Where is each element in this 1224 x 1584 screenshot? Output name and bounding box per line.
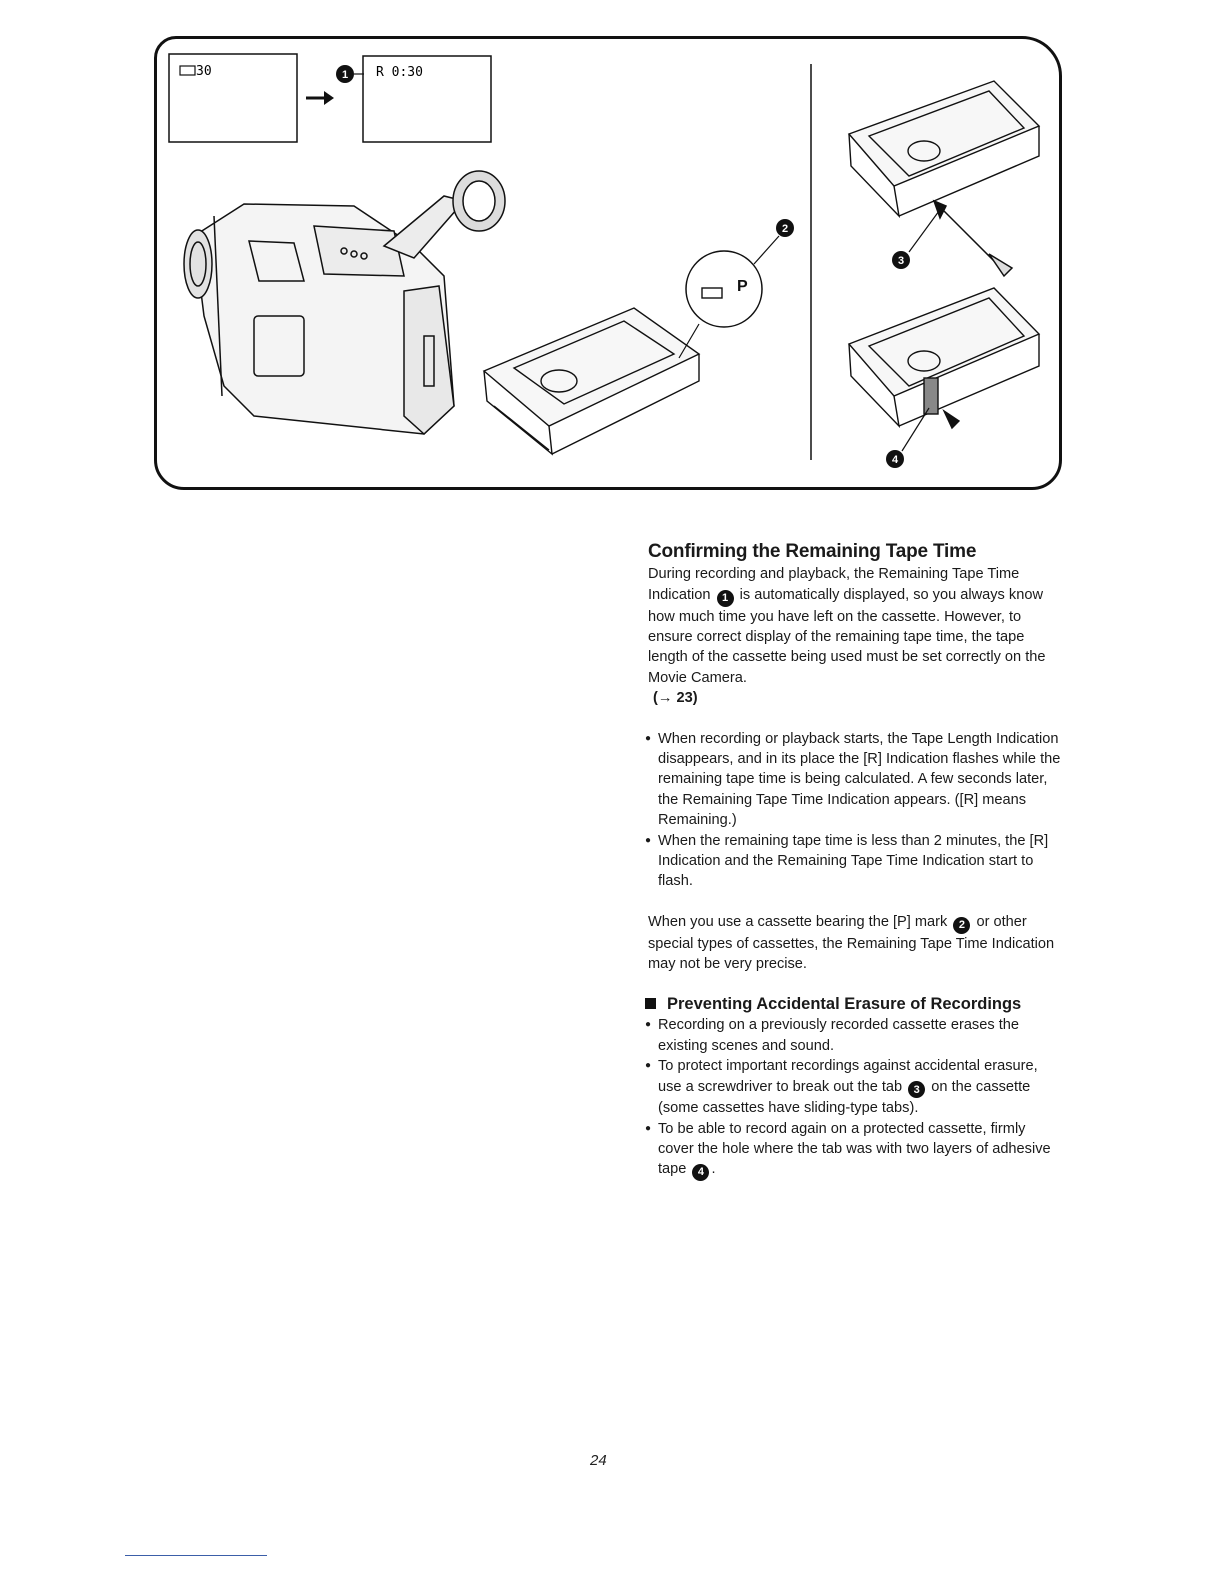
list-item: ● When recording or playback starts, the Tape Length Indication disappears, and in its place the [R] Indication flashes while the remaining tape time is being calculated. A few seconds later, the Remaining Tape Time Indication appears. ([R] means Remaining.) [645, 729, 1063, 831]
subsection-title: Preventing Accidental Erasure of Recordings [643, 994, 1063, 1015]
intro-paragraph: During recording and playback, the Remaining Tape Time Indication 1 is automatically displayed, so you always know how much time you have left on the cassette. However, to ensure correct display of the remaining tape time, the tape length of the cassette being used must be set correctly on the Movie Camera. (→ 23) [648, 564, 1063, 708]
cassette-taped [849, 288, 1039, 428]
adhesive-tape-patch [924, 378, 938, 414]
list-item: ● When the remaining tape time is less than 2 minutes, the [R] Indication and the Remaining Tape Time Indication start to flash. [645, 831, 1063, 892]
callout-3-marker-icon: 3 [908, 1081, 925, 1098]
callout-1-marker-icon: 1 [717, 590, 734, 607]
callout-4-marker-icon: 4 [692, 1164, 709, 1181]
list-item: ● Recording on a previously recorded cassette erases the existing scenes and sound. [645, 1015, 1063, 1056]
text-column [643, 542, 1063, 1181]
list-item: ● To be able to record again on a protected cassette, firmly cover the hole where the tab was with two layers of adhesive tape 4 . [645, 1119, 1063, 1182]
square-bullet-icon [645, 998, 656, 1009]
lcd-display-after [363, 56, 491, 142]
p-mark-note: When you use a cassette bearing the [P] mark 2 or other special types of cassettes, the Remaining Tape Time Indication may not be very precise. [648, 913, 1055, 972]
erasure-bullets [643, 1015, 1063, 1181]
screwdriver-drawing [934, 201, 1012, 276]
section-title: Confirming the Remaining Tape Time [648, 541, 977, 562]
arrow-icon [306, 91, 334, 105]
tape-icon [180, 66, 195, 75]
callout-3-icon [892, 211, 939, 269]
tape-time-bullets [643, 729, 1063, 892]
page-number: 24 [590, 1452, 607, 1469]
svg-text:3: 3 [897, 255, 905, 267]
camcorder-drawing [184, 171, 505, 434]
cassette-with-tab [849, 81, 1039, 216]
lcd-before-text: 30 [196, 64, 212, 79]
footer-rule [125, 1555, 267, 1556]
page-reference-link[interactable]: (→ 23) [653, 690, 698, 707]
callout-2-icon [776, 219, 794, 237]
svg-text:2: 2 [781, 223, 789, 235]
svg-text:4: 4 [891, 454, 899, 466]
callout-1-icon [336, 65, 364, 83]
callout-2-marker-icon: 2 [953, 917, 970, 934]
callout-4-icon [886, 408, 929, 468]
lcd-after-text: R 0:30 [376, 65, 423, 80]
lcd-display-before [169, 54, 297, 142]
cassette-center [484, 308, 699, 454]
list-item: ● To protect important recordings against accidental erasure, use a screwdriver to break out the tab 3 on the cassette (some cassettes have sliding-type tabs). [645, 1056, 1063, 1119]
p-mark-label: P [737, 278, 748, 295]
camcorder-illustration [154, 36, 1062, 490]
p-mark-magnifier [679, 236, 779, 358]
svg-text:1: 1 [341, 69, 349, 81]
